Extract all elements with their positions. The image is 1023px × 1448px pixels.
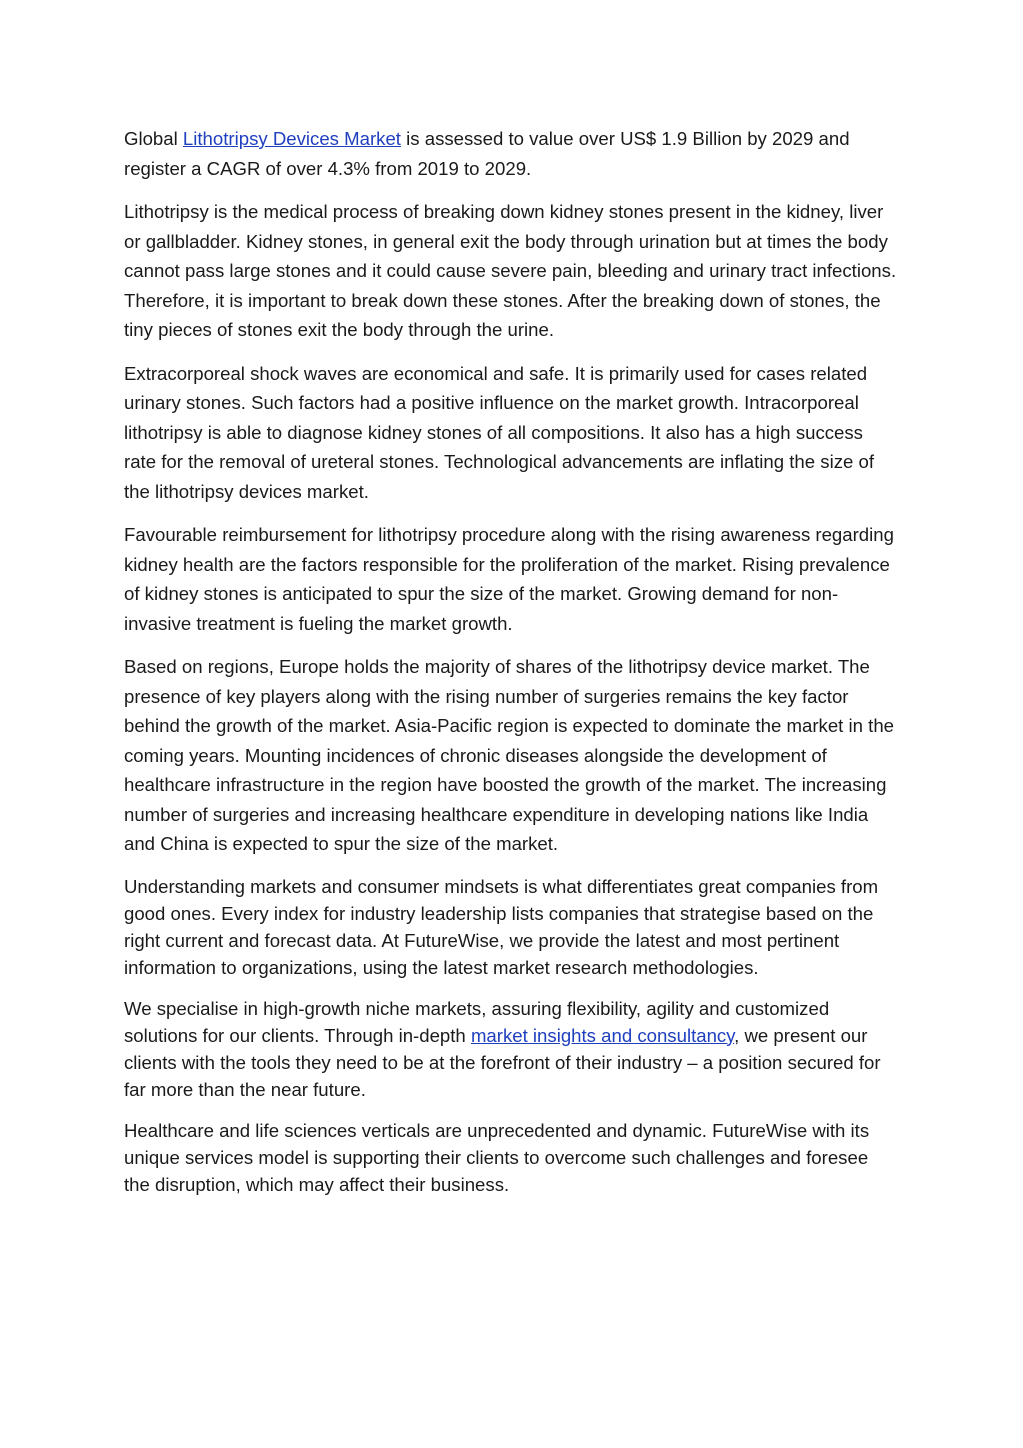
paragraph-regions: Based on regions, Europe holds the majority of shares of the lithotripsy device market. The presence of key players along with the rising number of surgeries remains the key factor behind the growth of the market. Asia-Pacific region is expected to dominate the market in the coming years. Mounting incidences of chronic diseases alongside the development of healthcare infrastructure in the region have boosted the growth of the market. The increasing number of surgeries and increasing healthcare expenditure in developing nations like India and China is expected to spur the size of the market. [124, 656, 894, 854]
intro-text-before: Global [124, 128, 183, 149]
paragraph-specialise [124, 995, 899, 1103]
paragraph-healthcare: Healthcare and life sciences verticals are unprecedented and dynamic. FutureWise with its unique services model is supporting their clients to overcome such challenges and foresee the disruption, which may affect their business. [124, 1119, 870, 1195]
paragraph-understanding-markets: Understanding markets and consumer mindsets is what differentiates great companies from good ones. Every index for industry leadership lists companies that strategise based on the right current and forecast data. At FutureWise, we provide the latest and most pertinent information to organizations, using the latest market research methodologies. [124, 875, 879, 978]
paragraph-intro [124, 124, 899, 183]
intro-text-after: is assessed to value over US$ 1.9 Billion by 2029 and register a CAGR of over 4.3% from 2019 to 2029. [124, 128, 850, 179]
paragraph-reimbursement: Favourable reimbursement for lithotripsy procedure along with the rising awareness regarding kidney health are the factors responsible for the proliferation of the market. Rising prevalence of kidney stones is anticipated to spur the size of the market. Growing demand for non-invasive treatment is fueling the market growth. [124, 524, 894, 634]
specialise-text-before: We specialise in high-growth niche markets, assuring flexibility, agility and customized solutions for our clients. Through in-depth [124, 997, 830, 1046]
document-page [124, 124, 899, 1212]
market-insights-consultancy-link[interactable]: market insights and consultancy [470, 1024, 735, 1046]
specialise-text-after: , we present our clients with the tools they need to be at the forefront of their industry – a position secured for far more than the near future. [124, 1024, 881, 1100]
lithotripsy-devices-market-link[interactable]: Lithotripsy Devices Market [182, 128, 401, 149]
paragraph-lithotripsy-definition: Lithotripsy is the medical process of breaking down kidney stones present in the kidney, liver or gallbladder. Kidney stones, in general exit the body through urination but at times the body cannot pass large stones and it could cause severe pain, bleeding and urinary tract infections. Therefore, it is important to break down these stones. After the breaking down of stones, the tiny pieces of stones exit the body through the urine. [124, 201, 897, 340]
paragraph-shock-waves: Extracorporeal shock waves are economical and safe. It is primarily used for cases related urinary stones. Such factors had a positive influence on the market growth. Intracorporeal lithotripsy is able to diagnose kidney stones of all compositions. It also has a high success rate for the removal of ureteral stones. Technological advancements are inflating the size of the lithotripsy devices market. [124, 362, 875, 502]
